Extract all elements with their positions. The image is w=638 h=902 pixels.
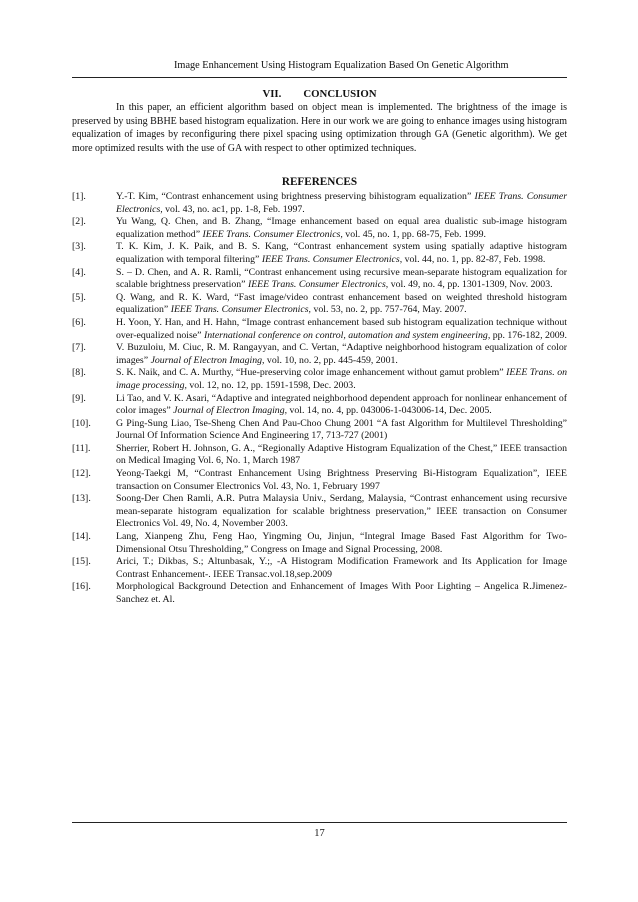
header-divider [72,77,567,78]
reference-item [72,443,567,468]
reference-number: [7]. [72,342,86,354]
reference-segment: vol. 14, no. 4, pp. 043006-1-043006-14, Dec. 2005. [287,405,492,417]
reference-number: [14]. [72,531,91,543]
reference-segment: Arici, T.; Dikbas, S.; Altunbasak, Y.;, -A Histogram Modification Framework and Its Application for Image Contrast Enhancement-. IEEE Transac.vol.18,sep.2009 [116,556,567,580]
reference-text [116,342,567,366]
reference-list [72,191,567,607]
reference-segment: Yeong-Taekgi M, “Contrast Enhancement Using Brightness Preserving Bi-Histogram Equalization”, IEEE transaction on Consumer Electronics Vol. 43, No. 1, February 1997 [116,468,567,492]
reference-venue: Journal of Electron Imaging, [173,405,288,417]
reference-segment: vol. 43, no. ac1, pp. 1-8, Feb. 1997. [162,203,305,215]
reference-number: [8]. [72,367,86,379]
reference-item [72,556,567,581]
reference-venue: IEEE Trans. Consumer Electronics, [202,228,343,240]
reference-item [72,367,567,392]
running-header: Image Enhancement Using Histogram Equalization Based On Genetic Algorithm [174,60,509,71]
reference-text [116,493,567,529]
reference-text [116,556,567,580]
reference-venue: IEEE Trans. Consumer Electronics, [247,279,389,291]
reference-text [116,292,567,316]
reference-segment: V. Buzuloiu, M. Ciuc, R. M. Rangayyan, and C. Vertan, “Adaptive neighborhood histogram equalization of color images” [116,342,567,366]
reference-text [116,531,567,555]
section-number: VII. [262,88,282,100]
reference-text [116,418,567,442]
reference-number: [10]. [72,417,91,429]
reference-segment: Li Tao, and V. K. Asari, “Adaptive and integrated neighborhood dependent approach for nonlinear enhancement of color images” [116,392,567,417]
reference-segment: Q. Wang, and R. K. Ward, “Fast image/video contrast enhancement based on weighted threshold histogram equalization” [116,291,567,316]
reference-text [116,581,567,605]
reference-item [72,292,567,317]
reference-segment: Morphological Background Detection and Enhancement of Images With Poor Lighting – Angelica R.Jimenez- Sanchez et. Al. [116,581,567,605]
conclusion-paragraph: In this paper, an efficient algorithm based on object mean is implemented. The brightness of the image is preserved by using BBHE based histogram equalization. Here in our work we are going to enhance images using histogram equalization of images by reconfiguring there pixel spacing using optimization through GA (Genetic algorithm). We get more optimized results with the use of GA with respect to other optimized techniques. [72,102,567,154]
conclusion-heading [72,88,567,100]
reference-segment: S. – D. Chen, and A. R. Ramli, “Contrast enhancement using recursive mean-separate histogram equalization for scalable brightness preservation” [116,266,567,291]
reference-segment: Soong-Der Chen Ramli, A.R. Putra Malaysia Univ., Serdang, Malaysia, “Contrast enhancement using recursive mean-separate histogram equalization for scalable brightness preservation,” IEEE transaction on Consumer Electronics Vol. 49, No. 4, November 2003. [116,493,567,530]
reference-venue: IEEE Trans. Consumer Electronics, [116,191,568,215]
reference-segment: Sherrier, Robert H. Johnson, G. A., “Regionally Adaptive Histogram Equalization of the Chest,” IEEE transaction on Medical Imaging Vol. 6, No. 1, March 1987 [116,442,567,467]
reference-item [72,216,567,241]
reference-item [72,241,567,266]
reference-segment: Yu Wang, Q. Chen, and B. Zhang, “Image enhancement based on equal area dualistic sub-image histogram equalization method” [116,216,567,240]
reference-segment: vol. 49, no. 4, pp. 1301-1309, Nov. 2003. [388,279,553,291]
reference-segment: vol. 45, no. 1, pp. 68-75, Feb. 1999. [342,228,486,240]
reference-item [72,493,567,531]
reference-item [72,418,567,443]
reference-venue: International conference on control, automation and system engineering, [203,329,491,341]
references-heading: REFERENCES [281,176,358,188]
footer-divider [72,822,567,823]
reference-text [116,216,567,240]
section-heading-text: CONCLUSION [303,88,377,100]
reference-number: [6]. [72,316,86,328]
reference-text [116,241,567,265]
page-number: 17 [314,828,325,839]
reference-text [116,443,567,467]
reference-text [116,191,567,215]
reference-item [72,342,567,367]
reference-item [72,191,567,216]
reference-text [116,267,567,291]
reference-segment: G Ping-Sung Liao, Tse-Sheng Chen And Pau-Choo Chung 2001 “A fast Algorithm for Multilevel Thresholding” Journal Of Information Science And Engineering 17, 713-727 (2001) [116,417,567,442]
reference-number: [16]. [72,581,91,593]
reference-number: [1]. [72,191,86,202]
reference-segment: T. K. Kim, J. K. Paik, and B. S. Kang, “Contrast enhancement system using spatially adaptive histogram equalization with temporal filtering” [116,241,567,265]
reference-segment: vol. 53, no. 2, pp. 757-764, May. 2007. [311,304,467,316]
reference-segment: Lang, Xianpeng Zhu, Feng Hao, Yingming Ou, Jinjun, “Integral Image Based Fast Algorithm for Two-Dimensional Otsu Thresholding,” Congress on Image and Signal Processing, 2008. [116,531,567,555]
reference-number: [12]. [72,468,91,480]
reference-item [72,468,567,493]
reference-number: [9]. [72,392,86,404]
reference-number: [3]. [72,241,86,253]
reference-number: [13]. [72,493,91,505]
reference-venue: IEEE Trans. on image processing, [116,367,567,391]
reference-item [72,581,567,606]
reference-number: [4]. [72,266,86,278]
reference-item [72,393,567,418]
reference-text [116,367,567,391]
reference-segment: pp. 176-182, 2009. [490,329,568,341]
reference-venue: Journal of Electron Imaging, [150,354,265,366]
reference-number: [2]. [72,216,86,228]
reference-segment: vol. 10, no. 2, pp. 445-459, 2001. [264,354,398,366]
reference-segment: S. K. Naik, and C. A. Murthy, “Hue-preserving color image enhancement without gamut problem” [116,367,507,379]
reference-segment: H. Yoon, Y. Han, and H. Hahn, “Image contrast enhancement based sub histogram equalization technique without over-equalized noise” [116,316,567,341]
reference-text [116,393,567,417]
reference-item [72,267,567,292]
reference-item [72,317,567,342]
reference-segment: vol. 12, no. 12, pp. 1591-1598, Dec. 2003. [186,379,356,391]
reference-segment: Y.-T. Kim, “Contrast enhancement using brightness preserving bihistogram equalization” [116,191,475,202]
reference-text [116,317,567,341]
reference-number: [11]. [72,442,91,454]
reference-venue: IEEE Trans. Consumer Electronics, [170,304,312,316]
reference-segment: vol. 44, no. 1, pp. 82-87, Feb. 1998. [402,253,546,265]
reference-text [116,468,567,492]
reference-number: [15]. [72,556,91,568]
reference-number: [5]. [72,291,86,303]
reference-venue: IEEE Trans. Consumer Electronics, [261,253,403,265]
reference-item [72,531,567,556]
